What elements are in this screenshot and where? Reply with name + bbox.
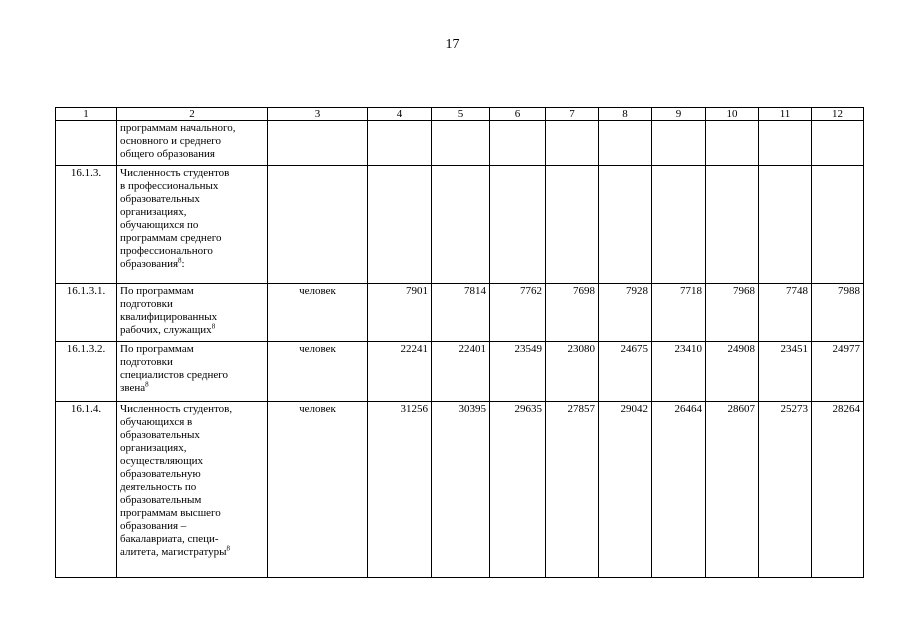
- column-header: 8: [599, 108, 652, 121]
- description-text: образования: [120, 258, 179, 270]
- description-line: в профессиональных: [120, 180, 219, 192]
- column-header: 4: [368, 108, 432, 121]
- row-value: [432, 166, 490, 284]
- row-unit: человек: [268, 402, 368, 578]
- row-value: [759, 166, 812, 284]
- row-value: 31256: [368, 402, 432, 578]
- row-value: [652, 166, 706, 284]
- description-line: По программам: [120, 285, 194, 297]
- row-value: 22401: [432, 342, 490, 402]
- row-value: [599, 166, 652, 284]
- description-line: бакалавриата, специ-: [120, 533, 219, 545]
- row-value: [812, 166, 864, 284]
- column-header: 1: [56, 108, 117, 121]
- description-line: Численность студентов: [120, 167, 230, 179]
- row-code: 16.1.3.: [56, 166, 117, 284]
- description-line: осуществляющих: [120, 455, 203, 467]
- table-row: [56, 284, 864, 342]
- row-code: 16.1.4.: [56, 402, 117, 578]
- column-header: 3: [268, 108, 368, 121]
- row-description: [117, 166, 268, 284]
- row-description: [117, 342, 268, 402]
- description-line: [120, 546, 264, 559]
- table-row: [56, 342, 864, 402]
- row-unit: [268, 166, 368, 284]
- row-value: [706, 166, 759, 284]
- row-unit: человек: [268, 342, 368, 402]
- row-value: 24908: [706, 342, 759, 402]
- description-line: образовательным: [120, 494, 202, 506]
- description-line: образовательных: [120, 429, 200, 441]
- row-description: [117, 402, 268, 578]
- row-value: [368, 121, 432, 166]
- row-value: [368, 166, 432, 284]
- description-line: программам высшего: [120, 507, 221, 519]
- footnote-mark: 8: [178, 256, 182, 265]
- description-line: организациях,: [120, 442, 187, 454]
- row-code: 16.1.3.1.: [56, 284, 117, 342]
- column-header: 12: [812, 108, 864, 121]
- row-value: 22241: [368, 342, 432, 402]
- row-code: 16.1.3.2.: [56, 342, 117, 402]
- row-description: [117, 284, 268, 342]
- row-value: 7901: [368, 284, 432, 342]
- row-value: 7748: [759, 284, 812, 342]
- column-header: 11: [759, 108, 812, 121]
- row-value: 30395: [432, 402, 490, 578]
- row-value: 27857: [546, 402, 599, 578]
- table-row: [56, 121, 864, 166]
- row-value: [490, 166, 546, 284]
- table-row: [56, 166, 864, 284]
- footnote-mark: 8: [211, 322, 216, 331]
- description-line: подготовки: [120, 356, 173, 368]
- description-line: [120, 324, 264, 337]
- row-value: 7762: [490, 284, 546, 342]
- row-value: 28264: [812, 402, 864, 578]
- description-text: алитета, магистратуры: [120, 546, 227, 558]
- description-line: [120, 382, 264, 395]
- description-text: звена: [120, 382, 146, 394]
- row-value: 24675: [599, 342, 652, 402]
- row-value: 23451: [759, 342, 812, 402]
- table-header-row: [56, 108, 864, 121]
- row-value: 26464: [652, 402, 706, 578]
- row-value: 23410: [652, 342, 706, 402]
- row-code: [56, 121, 117, 166]
- description-line: образовательных: [120, 193, 200, 205]
- row-value: [432, 121, 490, 166]
- row-value: 29042: [599, 402, 652, 578]
- row-value: [652, 121, 706, 166]
- description-line: организациях,: [120, 206, 187, 218]
- row-value: 7698: [546, 284, 599, 342]
- row-value: 7718: [652, 284, 706, 342]
- description-line: основного и среднего: [120, 135, 221, 147]
- description-text: рабочих, служащих: [120, 324, 212, 336]
- row-description: [117, 121, 268, 166]
- footnote-mark: 8: [145, 380, 149, 389]
- description-tail: :: [181, 258, 185, 270]
- description-line: программам среднего: [120, 232, 222, 244]
- column-header: 10: [706, 108, 759, 121]
- description-line: квалифицированных: [120, 311, 218, 323]
- row-value: [546, 121, 599, 166]
- row-value: 25273: [759, 402, 812, 578]
- row-value: 23549: [490, 342, 546, 402]
- description-line: подготовки: [120, 298, 173, 310]
- column-header: 9: [652, 108, 706, 121]
- row-value: 23080: [546, 342, 599, 402]
- column-header: 5: [432, 108, 490, 121]
- footnote-mark: 8: [226, 544, 231, 553]
- row-value: 7988: [812, 284, 864, 342]
- row-value: 7814: [432, 284, 490, 342]
- row-unit: человек: [268, 284, 368, 342]
- description-line: специалистов среднего: [120, 369, 228, 381]
- statistics-table: [55, 107, 864, 578]
- row-value: 28607: [706, 402, 759, 578]
- description-line: деятельность по: [120, 481, 197, 493]
- description-line: обучающихся по: [120, 219, 199, 231]
- row-value: 29635: [490, 402, 546, 578]
- description-line: профессионального: [120, 245, 213, 257]
- row-value: 24977: [812, 342, 864, 402]
- column-header: 6: [490, 108, 546, 121]
- row-value: [546, 166, 599, 284]
- description-line: По программам: [120, 343, 194, 355]
- row-value: [599, 121, 652, 166]
- description-line: [120, 258, 264, 271]
- column-header: 2: [117, 108, 268, 121]
- description-line: образования –: [120, 520, 187, 532]
- row-value: [812, 121, 864, 166]
- description-line: обучающихся в: [120, 416, 193, 428]
- description-line: образовательную: [120, 468, 201, 480]
- column-header: 7: [546, 108, 599, 121]
- description-line: программам начального,: [120, 122, 236, 134]
- row-value: 7968: [706, 284, 759, 342]
- description-line: общего образования: [120, 148, 215, 160]
- table-row: [56, 402, 864, 578]
- row-value: [706, 121, 759, 166]
- page-number: 17: [445, 37, 460, 52]
- row-value: 7928: [599, 284, 652, 342]
- row-value: [759, 121, 812, 166]
- row-unit: [268, 121, 368, 166]
- description-line: Численность студентов,: [120, 403, 233, 415]
- row-value: [490, 121, 546, 166]
